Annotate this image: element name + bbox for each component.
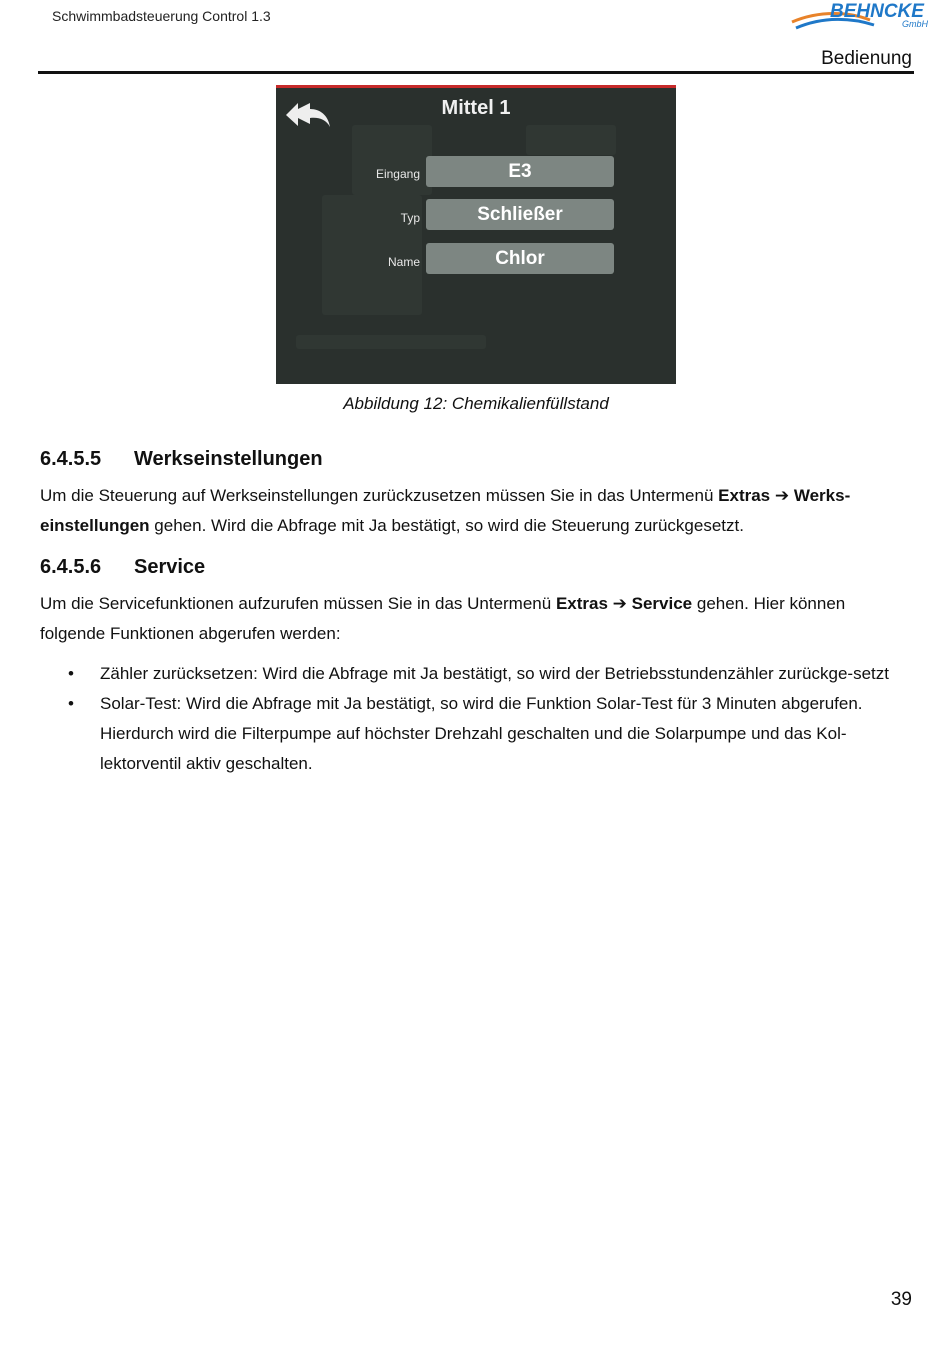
list-item [40, 659, 912, 689]
arrow-right-icon: ➔ [774, 486, 790, 505]
section-label: Bedienung [821, 48, 912, 69]
field-typ[interactable]: Schließer [426, 199, 614, 230]
list-item [40, 689, 912, 779]
figure-caption: Abbildung 12: Chemikalienfüllstand [343, 394, 609, 413]
menu-path-extras: Extras [555, 594, 608, 613]
list-item-text: Zähler zurücksetzen: Wird die Abfrage mit Ja bestätigt, so wird der Betriebsstundenzähler zurückge-setzt [100, 664, 889, 683]
row-label-name: Name [387, 255, 420, 269]
ghost-block [296, 335, 486, 349]
list-item-text: Solar-Test: Wird die Abfrage mit Ja bestätigt, so wird die Funktion Solar-Test für 3 Minuten abgerufen. Hierdurch wird die Filterpumpe auf höchster Drehzahl geschalten und die Solarpumpe und das Kol-lektorventil aktiv geschalten. [100, 694, 863, 773]
bullet-icon: • [68, 694, 74, 713]
menu-path-target: Werks-einstellungen [40, 486, 851, 535]
paragraph-text: gehen. Hier können folgende Funktionen abgerufen werden: [40, 594, 846, 643]
paragraph-text: Um die Steuerung auf Werkseinstellungen zurückzusetzen müssen Sie in das Untermenü [40, 486, 719, 505]
bullet-list [40, 659, 912, 779]
menu-path-target: Service [631, 594, 693, 613]
row-label-typ: Typ [400, 211, 420, 225]
header-rule [38, 71, 914, 74]
field-eingang[interactable]: E3 [426, 156, 614, 187]
screen-title: Mittel 1 [441, 97, 511, 119]
paragraph-text: gehen. Wird die Abfrage mit Ja bestätigt, so wird die Steuerung zurückgesetzt. [149, 516, 744, 535]
paragraph [40, 589, 912, 649]
bullet-icon: • [68, 664, 74, 683]
section-heading [40, 556, 205, 579]
paragraph [40, 481, 912, 541]
device-screenshot [276, 85, 676, 384]
ghost-block [352, 125, 432, 195]
svg-text:GmbH: GmbH [902, 19, 929, 29]
field-name[interactable]: Chlor [426, 243, 614, 274]
section-title: Service [134, 556, 206, 578]
page-number: 39 [890, 1289, 912, 1310]
doc-title: Schwimmbadsteuerung Control 1.3 [52, 8, 271, 24]
behncke-logo [790, 0, 935, 34]
row-label-eingang: Eingang [375, 167, 420, 181]
menu-path-extras: Extras [718, 486, 771, 505]
ghost-block [526, 125, 616, 155]
section-number: 6.4.5.6 [40, 556, 102, 578]
section-title: Werkseinstellungen [134, 448, 323, 470]
section-heading [40, 448, 323, 471]
paragraph-text: Um die Servicefunktionen aufzurufen müssen Sie in das Untermenü [40, 594, 556, 613]
screen-top-bar [276, 85, 676, 88]
svg-text:BEHNCKE: BEHNCKE [830, 1, 924, 22]
section-number: 6.4.5.5 [40, 448, 102, 470]
arrow-right-icon: ➔ [612, 594, 627, 613]
